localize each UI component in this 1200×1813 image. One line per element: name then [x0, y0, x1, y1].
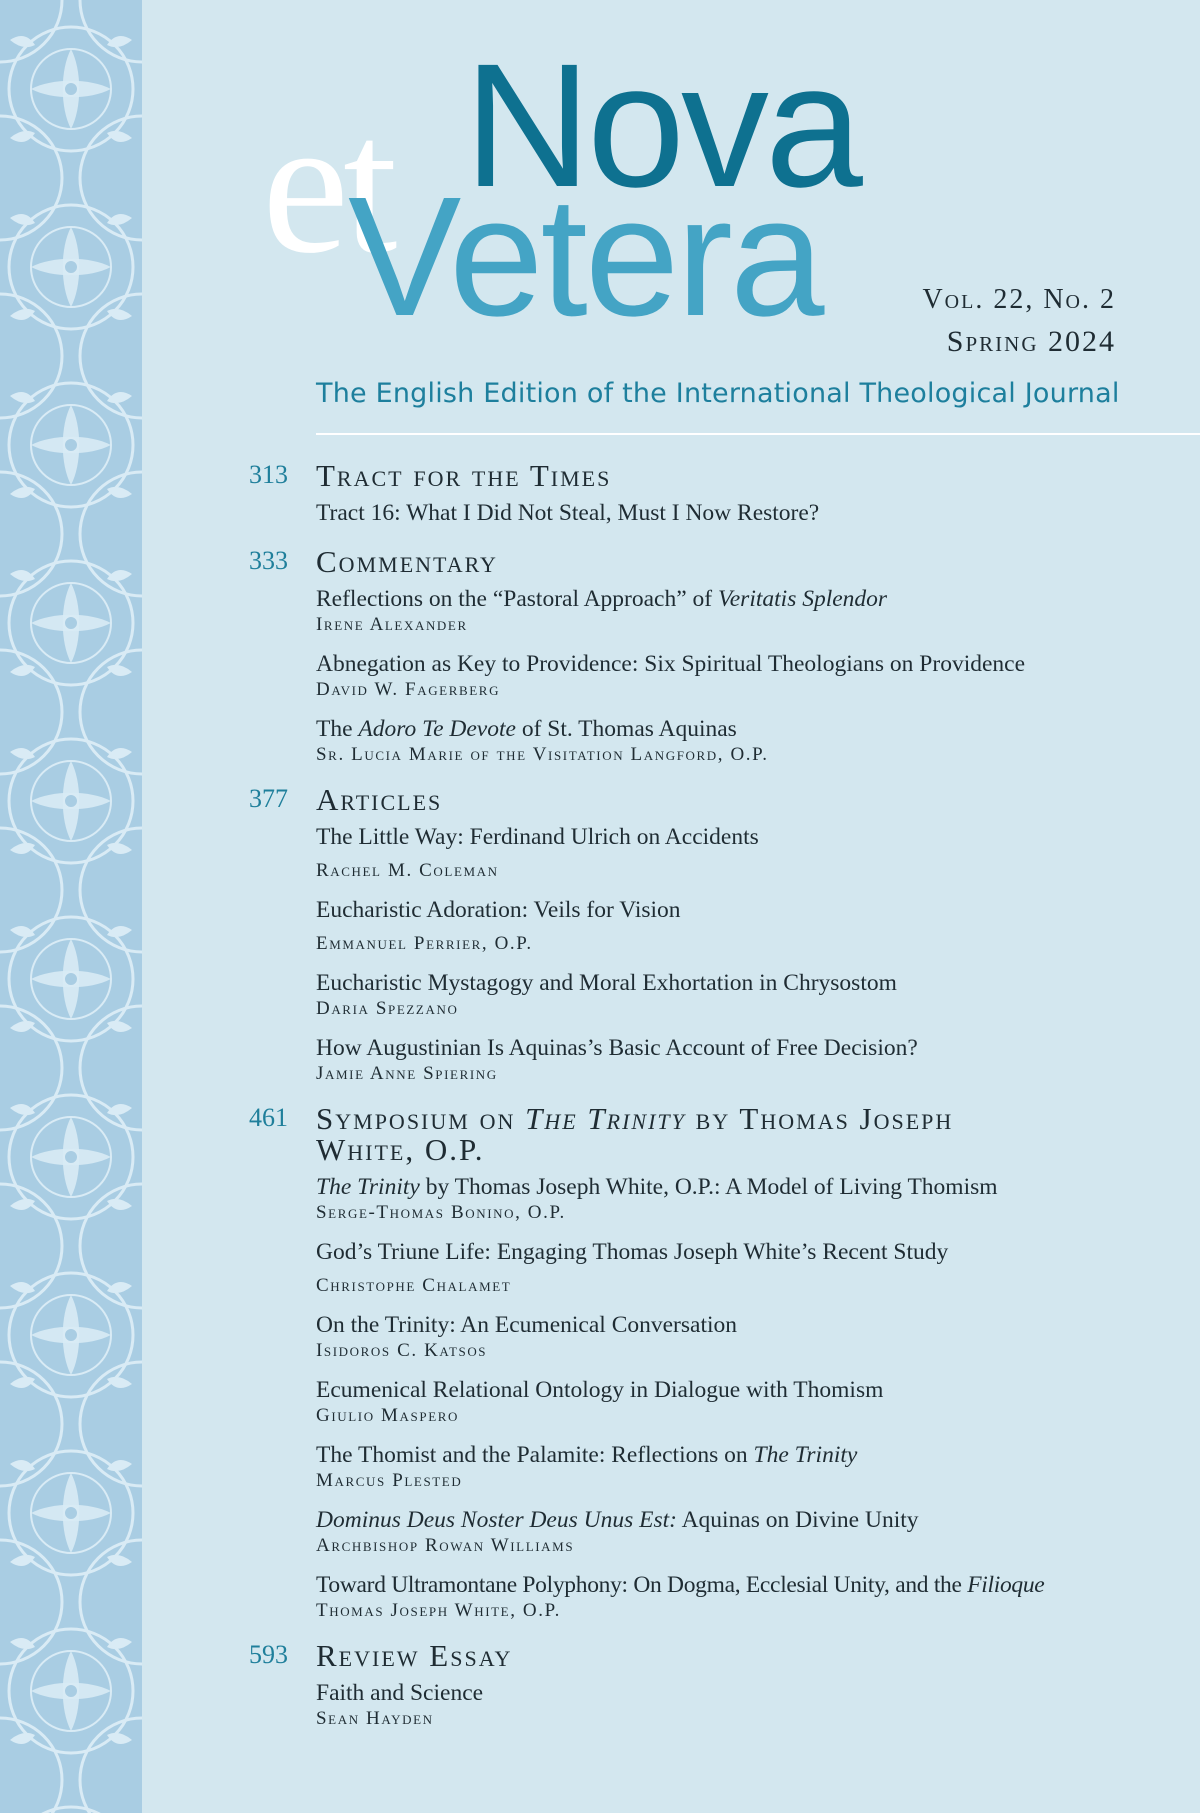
entry-title-italic: Dominus Deus Noster Deus Unus Est: — [316, 1507, 677, 1533]
toc-entry — [316, 1238, 1172, 1297]
entry-title — [316, 1238, 1172, 1267]
entry-author: Daria Spezzano — [316, 998, 459, 1019]
entry-title-text: Ecumenical Relational Ontology in Dialogue with Thomism — [316, 1377, 884, 1403]
page-number: 461 — [249, 1103, 288, 1132]
toc-entry — [316, 1311, 1172, 1362]
entry-title-text: The Thomist and the Palamite: Reflections on — [316, 1442, 754, 1468]
toc-entry — [316, 896, 1172, 955]
toc-entry — [316, 585, 1172, 636]
logo-et: et — [262, 77, 392, 294]
toc-entry — [316, 715, 1172, 766]
entry-title-text: of St. Thomas Aquinas — [515, 716, 737, 742]
entry-title: Eucharistic Mystagogy and Moral Exhortation in Chrysostom — [316, 970, 897, 996]
toc-entry — [316, 969, 1172, 1020]
entry-title — [316, 650, 1172, 679]
toc-entry — [316, 1441, 1172, 1492]
entry-author: Thomas Joseph White, O.P. — [316, 1600, 562, 1621]
toc-entry — [316, 1034, 1172, 1085]
toc-entry — [316, 1679, 1172, 1730]
toc-entry — [316, 1376, 1172, 1427]
entry-title-text: by Thomas Joseph White, O.P.: A Model of Living Thomism — [419, 1174, 998, 1200]
section-title: Tract for the Times — [316, 458, 612, 493]
entry-title — [316, 585, 1172, 614]
entry-title — [316, 1311, 1172, 1340]
section-title-text: Symposium on — [316, 1101, 526, 1136]
entry-author: Rachel M. Coleman — [316, 860, 499, 881]
toc-entry — [316, 650, 1172, 701]
entry-title-text: Abnegation as Key to Providence: Six Spiritual Theologians on Providence — [316, 651, 1026, 677]
page-number: 593 — [249, 1640, 288, 1669]
toc-section-symposium — [232, 1099, 1172, 1622]
page-number: 377 — [249, 784, 288, 813]
toc-section-review-essay — [232, 1636, 1172, 1730]
issue-season: Spring 2024 — [946, 325, 1116, 358]
entry-title-italic: The Trinity — [316, 1174, 420, 1200]
toc-entry — [316, 1571, 1172, 1622]
section-title-italic: The Trinity — [525, 1101, 686, 1136]
entry-title: How Augustinian Is Aquinas’s Basic Account of Free Decision? — [316, 1035, 918, 1061]
logo-vetera: Vetera — [348, 162, 822, 352]
section-title — [316, 1099, 1172, 1165]
toc-section-commentary — [232, 542, 1172, 766]
entry-title-italic: Veritatis Splendor — [718, 586, 888, 612]
entry-title-text: God’s Triune Life: Engaging Thomas Joseph White’s Recent Study — [316, 1239, 949, 1265]
entry-author: Jamie Anne Spiering — [316, 1063, 498, 1084]
entry-title: The Little Way: Ferdinand Ulrich on Accidents — [316, 824, 759, 850]
toc-entry — [316, 1506, 1172, 1557]
entry-title-text: Aquinas on Divine Unity — [676, 1507, 919, 1533]
entry-title: Tract 16: What I Did Not Steal, Must I Now Restore? — [316, 500, 820, 526]
entry-title-italic: Filioque — [967, 1572, 1045, 1598]
masthead — [262, 30, 1162, 360]
entry-title — [316, 1376, 1172, 1405]
entry-author: Marcus Plested — [316, 1470, 463, 1491]
issue-volume: Vol. 22, No. 2 — [922, 284, 1116, 315]
toc-entry — [316, 499, 1172, 528]
entry-author: Christophe Chalamet — [316, 1275, 512, 1296]
entry-author: Sr. Lucia Marie of the Visitation Langford, O.P. — [316, 744, 769, 765]
toc-section-tract — [232, 456, 1172, 528]
entry-author: David W. Fagerberg — [316, 679, 501, 700]
entry-title — [316, 715, 1172, 744]
entry-title — [316, 1571, 1172, 1600]
entry-title-italic: Adoro Te Devote — [358, 716, 516, 742]
entry-author: Giulio Maspero — [316, 1405, 459, 1426]
section-title: Commentary — [316, 544, 498, 579]
section-title-line2: White, O.P. — [316, 1132, 485, 1167]
section-title-text: by Thomas Joseph — [685, 1101, 954, 1136]
journal-subtitle: The English Edition of the International Theological Journal — [316, 378, 1120, 409]
section-title: Review Essay — [316, 1638, 513, 1673]
entry-author: Isidoros C. Katsos — [316, 1340, 488, 1361]
entry-author: Emmanuel Perrier, O.P. — [316, 933, 533, 954]
entry-title-text: Reflections on the “Pastoral Approach” of — [316, 586, 718, 612]
entry-title-text: Toward Ultramontane Polyphony: On Dogma, Ecclesial Unity, and the — [316, 1572, 968, 1598]
header-divider — [316, 433, 1200, 435]
page-number: 313 — [249, 460, 288, 489]
entry-author: Sean Hayden — [316, 1708, 434, 1729]
logo-nova: Nova — [464, 28, 859, 224]
entry-title — [316, 1506, 1172, 1535]
toc-entry — [316, 823, 1172, 882]
table-of-contents — [232, 456, 1172, 1744]
entry-title: Eucharistic Adoration: Veils for Vision — [316, 897, 681, 923]
section-title: Articles — [316, 782, 443, 817]
ornament-pattern-icon — [0, 0, 142, 1813]
toc-section-articles — [232, 780, 1172, 1085]
entry-title: Faith and Science — [316, 1680, 484, 1706]
entry-title — [316, 1441, 1172, 1470]
entry-author: Serge-Thomas Bonino, O.P. — [316, 1202, 566, 1223]
entry-title-text: On the Trinity: An Ecumenical Conversation — [316, 1312, 738, 1338]
entry-author: Irene Alexander — [316, 614, 468, 635]
page-number: 333 — [249, 546, 288, 575]
entry-title-text: The — [316, 716, 359, 742]
entry-title — [316, 1173, 1172, 1202]
toc-entry — [316, 1173, 1172, 1224]
entry-author: Archbishop Rowan Williams — [316, 1535, 575, 1556]
entry-title-italic: The Trinity — [753, 1442, 858, 1468]
ornamental-border — [0, 0, 142, 1813]
issue-info — [922, 280, 1116, 364]
